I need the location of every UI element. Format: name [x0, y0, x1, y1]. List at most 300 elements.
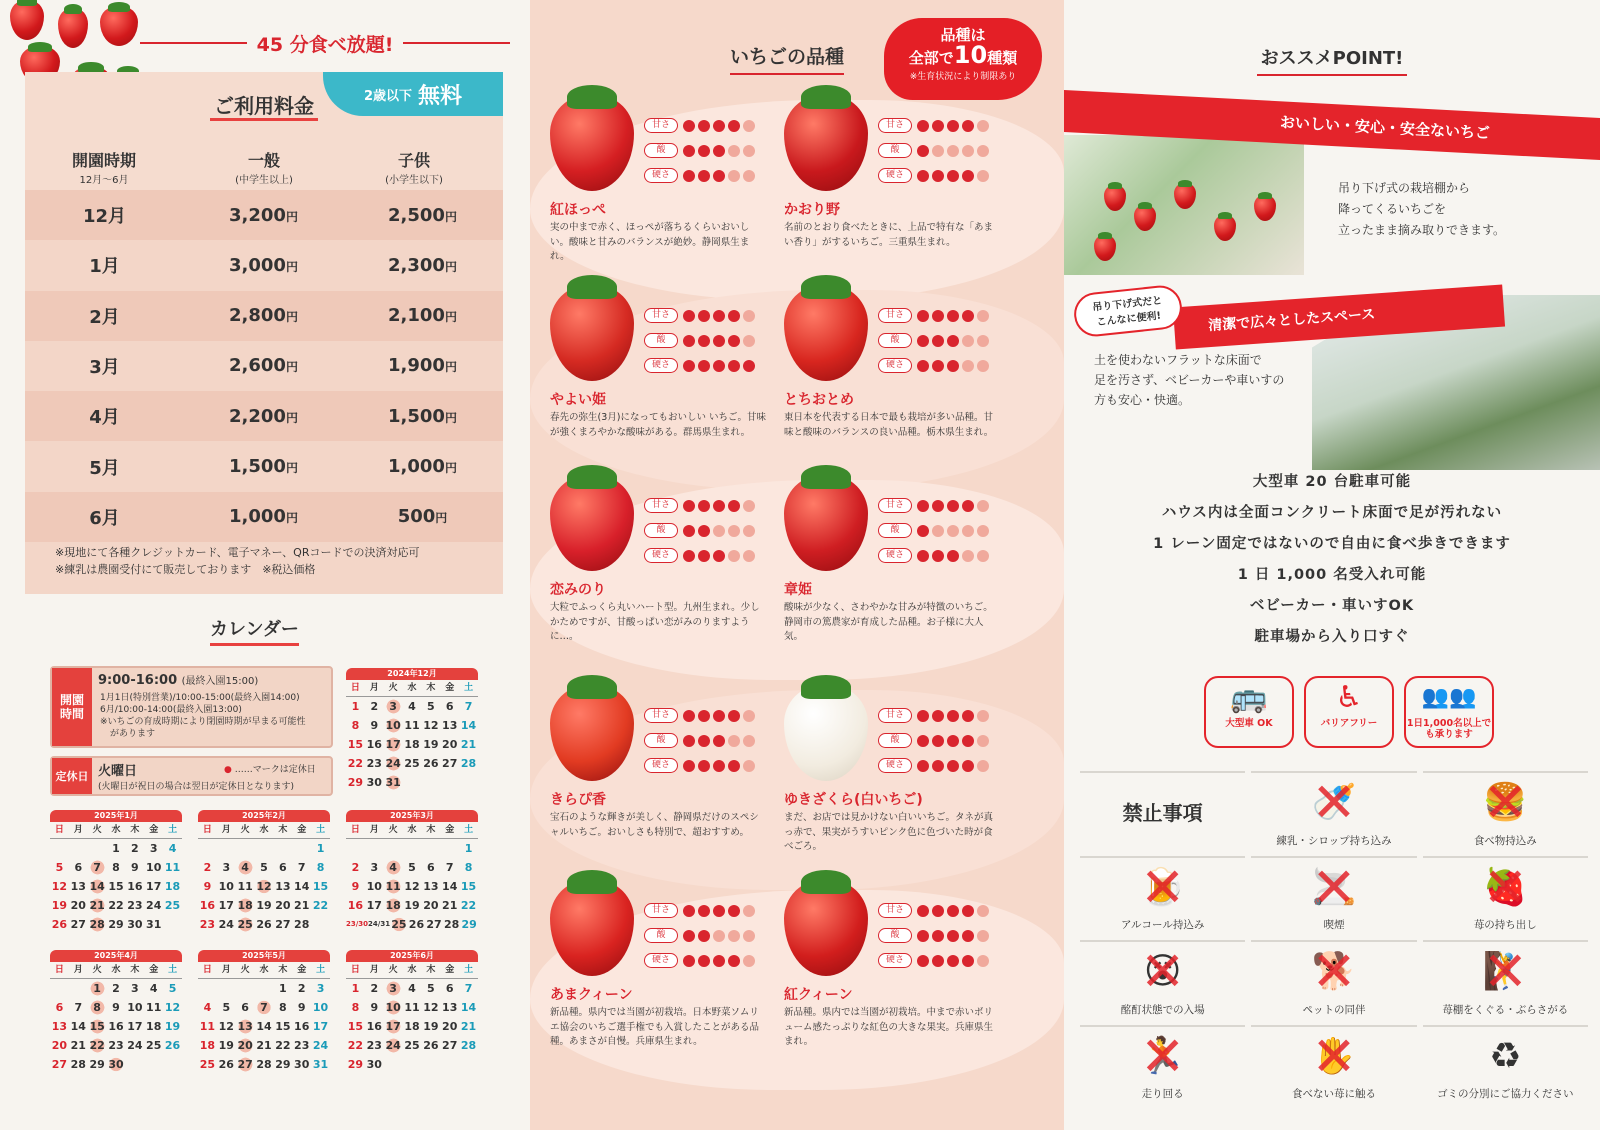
rating-row: [644, 543, 755, 568]
calendar-day: 18: [404, 1020, 420, 1033]
rating-dot: [698, 710, 710, 722]
fee-month: 6月: [89, 507, 120, 529]
calendar-day: 17: [384, 735, 403, 754]
rating-dot: [947, 735, 959, 747]
calendar-day: 6: [427, 861, 435, 874]
prohibited-label: 練乳・シロップ持ち込み: [1276, 834, 1392, 847]
calendar-day: 31: [384, 773, 403, 792]
calendar-day: 21: [460, 1020, 477, 1033]
calendar-day: 26: [164, 1039, 181, 1052]
safe-strawberry-band: おいしい・安心・安全ないちご: [1064, 90, 1600, 160]
calendar-day: 26: [423, 757, 439, 770]
week-row: [198, 1017, 330, 1036]
weekday-label: 日: [54, 965, 64, 975]
prohibited-item: [1080, 856, 1245, 935]
fee-row: [25, 190, 503, 240]
rating-dot: [743, 550, 755, 562]
calendar-day: [440, 1055, 459, 1074]
rating-dot: [917, 360, 929, 372]
rating-dot: [962, 500, 974, 512]
calendar-day: [384, 1055, 403, 1074]
variety-card: [530, 95, 766, 290]
calendar-day: 4: [168, 842, 177, 855]
variety-count-badge: 品種は 全部で10種類 ※生育状況により制限あり: [884, 18, 1042, 100]
rating-dot: [917, 905, 929, 917]
calendar-day: [198, 979, 217, 998]
week-row: [346, 773, 478, 792]
calendar-day: [421, 773, 440, 792]
fee-notes: ※現地にて各種クレジットカード、電子マネー、QRコードでの決済対応可 ※練乳は農園受付にて販売しております ※税込価格: [55, 546, 420, 576]
prohibited-icon: 🍓 ✕: [1423, 858, 1588, 918]
rating-row: [878, 518, 989, 543]
calendar-day: 23: [366, 757, 382, 770]
rating-dot: [713, 710, 725, 722]
weekday-label: 日: [202, 965, 212, 975]
week-row: [50, 839, 182, 858]
calendar-day: 30: [107, 1055, 126, 1074]
calendar-day: 16: [199, 899, 216, 912]
prohibited-icon: 🍺 ✕: [1080, 858, 1245, 918]
calendar-day: 6: [445, 982, 454, 995]
calendar-day: 18: [404, 738, 420, 751]
calendar-day: 15: [108, 880, 124, 893]
rating-dot: [932, 525, 944, 537]
calendar-day: 24: [127, 1039, 143, 1052]
calendar-day: 15: [347, 1020, 364, 1033]
weekday-label: 火: [388, 825, 398, 835]
variety-desc: 東日本を代表する日本で最も栽培が多い品種。甘味と酸味のバランスの良い品種。栃木県生まれ。: [784, 412, 994, 438]
calendar-day: 15: [275, 1020, 291, 1033]
rating-row: [878, 328, 989, 353]
rating-dot: [962, 310, 974, 322]
calendar-day: 18: [384, 896, 403, 915]
calendar-day: 28: [460, 757, 477, 770]
calendar-day: 31: [146, 918, 162, 931]
weekday-label: 火: [92, 965, 102, 975]
rating-row: [878, 543, 989, 568]
rating-dot: [977, 310, 989, 322]
calendar-day: 26: [423, 1039, 439, 1052]
calendar-day: 30: [366, 776, 382, 789]
floor-text: 土を使わないフラットな床面で 足を汚さず、ベビーカーや車いすの 方も安心・快適。: [1094, 353, 1285, 407]
rating-dot: [683, 145, 695, 157]
variety-ratings: [644, 493, 755, 568]
calendar-day: 28: [460, 1039, 477, 1052]
calendar-day: [346, 839, 365, 858]
calendar-day: 10: [312, 1001, 329, 1014]
rating-dot: [698, 145, 710, 157]
calendar-day: 28: [294, 918, 310, 931]
calendar-day: 25: [404, 757, 420, 770]
rating-dot: [713, 335, 725, 347]
week-row: [198, 1055, 330, 1074]
weekday-row: [346, 822, 478, 839]
rating-label: 甘さ: [878, 708, 912, 723]
rating-dot: [917, 525, 929, 537]
weekday-row: [198, 962, 330, 979]
calendar-day: 14: [294, 880, 310, 893]
prohibited-item: [1251, 940, 1416, 1019]
calendar-day: 25: [390, 915, 408, 934]
variety-desc: 春先の弥生(3月)になってもおいしい いちご。甘味が強くまろやかな酸味がある。群馬県生まれ。: [550, 412, 766, 438]
weekday-label: 火: [92, 825, 102, 835]
rating-dot: [683, 360, 695, 372]
strawberry-decoration: [58, 8, 88, 48]
variety-name: 紅ほっぺ: [550, 202, 606, 218]
rating-dot: [917, 735, 929, 747]
calendar-day: 19: [51, 899, 68, 912]
weekday-label: 火: [388, 965, 398, 975]
hours-label: 開園 時間: [52, 668, 92, 746]
week-row: [346, 735, 478, 754]
rating-dot: [713, 930, 725, 942]
calendar-day: 22: [275, 1039, 291, 1052]
prohibited-icon: 🧗 ✕: [1423, 942, 1588, 1002]
weekday-label: 土: [168, 825, 178, 835]
calendar-day: 5: [55, 861, 64, 874]
prohibited-item: [1423, 771, 1588, 850]
feature-line: 駐車場から入り口すぐ: [1254, 629, 1410, 645]
col-child: 子供 (小学生以下): [385, 151, 443, 186]
calendar-day: 5: [260, 861, 268, 874]
calendar-day: 19: [423, 1020, 439, 1033]
weekday-label: 水: [259, 965, 269, 975]
calendar-day: [459, 1055, 478, 1074]
rating-dot: [698, 735, 710, 747]
rating-dot: [932, 500, 944, 512]
weekday-row: [50, 962, 182, 979]
calendar-day: 6: [55, 1001, 64, 1014]
rating-row: [644, 703, 755, 728]
month-title: 2025年2月: [198, 810, 330, 822]
rating-label: 甘さ: [644, 708, 678, 723]
group-badge: 👥👥 1日1,000名以上でも承ります: [1404, 676, 1494, 748]
variety-card: [764, 685, 1000, 880]
calendar-day: 10: [384, 998, 403, 1017]
calendar-day: [403, 773, 422, 792]
weekday-label: 土: [464, 825, 474, 835]
rating-row: [644, 948, 755, 973]
calendar-day: 27: [426, 918, 442, 931]
rating-dot: [947, 930, 959, 942]
calendar-day: 21: [442, 899, 458, 912]
hours-notes: 1月1日(特別営業)/10:00-15:00(最終入園14:00) 6月/10:00-14:00(最終入園13:00) ※いちごの育成時期により閉園時期が早まる可能性 があります: [100, 693, 306, 739]
calendar-day: [440, 839, 459, 858]
weekday-label: 月: [73, 965, 83, 975]
calendar-day: 11: [404, 1001, 420, 1014]
rating-label: 甘さ: [644, 118, 678, 133]
calendar-day: 28: [256, 1058, 272, 1071]
rating-dot: [713, 145, 725, 157]
rating-dot: [743, 930, 755, 942]
calendar-day: [217, 839, 236, 858]
calendar-day: 8: [112, 861, 120, 874]
variety-ratings: [878, 898, 989, 973]
calendar-day: [236, 839, 255, 858]
calendar-day: 15: [88, 1017, 107, 1036]
week-row: [346, 1036, 478, 1055]
rating-row: [878, 948, 989, 973]
rating-dot: [743, 525, 755, 537]
calendar-day: [421, 1055, 440, 1074]
calendar-day: 13: [275, 880, 291, 893]
rating-label: 甘さ: [644, 308, 678, 323]
rating-dot: [947, 335, 959, 347]
calendar-day: 16: [127, 880, 143, 893]
calendar-day: 18: [236, 896, 255, 915]
rating-dot: [713, 500, 725, 512]
weekday-label: 火: [240, 965, 250, 975]
rating-dot: [728, 360, 740, 372]
calendar-day: [144, 1055, 163, 1074]
weekday-label: 日: [350, 683, 360, 693]
rating-dot: [917, 120, 929, 132]
month-calendar: [50, 950, 182, 1074]
fee-general: 1,500円: [229, 456, 298, 477]
variety-name: 章姫: [784, 582, 812, 598]
rating-dot: [728, 525, 740, 537]
rating-label: 酸: [878, 523, 912, 538]
calendar-day: 13: [236, 1017, 255, 1036]
calendar-day: [311, 915, 330, 934]
calendar-day: 2: [203, 861, 212, 874]
prohibited-icon: 🐕 ✕: [1251, 942, 1416, 1002]
week-row: [198, 839, 330, 858]
fee-general: 1,000円: [229, 506, 298, 528]
rating-dot: [683, 310, 695, 322]
prohibited-grid: [1080, 771, 1588, 1103]
calendar-day: 10: [384, 716, 403, 735]
weekday-label: 木: [426, 683, 436, 693]
rating-dot: [683, 905, 695, 917]
prohibited-label: 苺の持ち出し: [1473, 919, 1537, 931]
calendar-day: 24/31: [368, 920, 391, 928]
fee-row: [25, 291, 503, 341]
calendar-day: 28: [443, 918, 460, 931]
rating-row: [878, 923, 989, 948]
rating-dot: [947, 550, 959, 562]
weekday-label: 木: [130, 825, 140, 835]
rating-dot: [947, 955, 959, 967]
closed-main: 火曜日: [98, 764, 138, 779]
calendar-day: 5: [427, 982, 435, 995]
calendar-day: 6: [445, 700, 454, 713]
weekday-label: 木: [278, 965, 288, 975]
variety-desc: 大粒でふっくら丸いハート型。九州生まれ。少しかためですが、甘酸っぱい恋がみのりますように…。: [550, 602, 760, 642]
rating-row: [878, 113, 989, 138]
rating-dot: [977, 710, 989, 722]
rating-dot: [743, 360, 755, 372]
calendar-day: 29: [275, 1058, 291, 1071]
rating-row: [644, 753, 755, 778]
barrier-free-badge: ♿ バリアフリー: [1304, 676, 1394, 748]
fee-month: 4月: [89, 407, 120, 429]
weekday-row: [346, 680, 478, 697]
all-you-can-eat-heading: 45 分食べ放題!: [140, 28, 510, 58]
rating-dot: [683, 710, 695, 722]
calendar-day: 13: [442, 719, 458, 732]
week-row: [346, 979, 478, 998]
calendar-day: 11: [164, 861, 181, 874]
calendar-day: 5: [408, 861, 416, 874]
rating-dot: [917, 955, 929, 967]
variety-desc: 宝石のような輝きが美しく、静岡県だけのスペシャルいちご。おいしさも特別で、超おすすめ。: [550, 812, 759, 838]
calendar-day: 7: [464, 700, 473, 713]
calendar-day: 23: [127, 899, 143, 912]
rating-dot: [932, 955, 944, 967]
points-panel: [1064, 0, 1600, 1130]
calendar-day: 26: [218, 1058, 234, 1071]
prohibited-icon: 🍼 ✕: [1251, 773, 1416, 833]
rating-dot: [728, 735, 740, 747]
calendar-day: 10: [366, 880, 382, 893]
calendar-day: 20: [442, 1020, 458, 1033]
calendar-day: 1: [351, 982, 360, 995]
rating-dot: [932, 310, 944, 322]
rating-row: [878, 493, 989, 518]
rating-dot: [962, 735, 974, 747]
calendar-day: 22: [108, 899, 124, 912]
calendar-day: 25: [146, 1039, 162, 1052]
clean-space-band: 清潔で広々としたスペース: [1173, 285, 1505, 350]
calendar-day: 9: [370, 1001, 379, 1014]
variety-name: かおり野: [784, 202, 840, 218]
calendar-day: 16: [294, 1020, 310, 1033]
col-general: 一般 (中学生以上): [235, 151, 293, 186]
hanging-shelf-photo: [1064, 135, 1304, 275]
opening-hours: [50, 666, 333, 748]
prohibited-item: [1423, 1025, 1588, 1104]
calendar-day: 13: [423, 880, 439, 893]
week-row: [50, 858, 182, 877]
calendar-day: 21: [256, 1039, 272, 1052]
rating-dot: [917, 500, 929, 512]
rating-label: 甘さ: [878, 118, 912, 133]
calendar-day: 1: [112, 842, 120, 855]
closed-sub: (火曜日が祝日の場合は翌日が定休日となります): [98, 782, 295, 792]
rating-dot: [683, 760, 695, 772]
week-row: [198, 915, 330, 934]
rating-label: 硬さ: [644, 758, 678, 773]
rating-row: [878, 138, 989, 163]
feature-line: ハウス内は全面コンクリート床面で足が汚れない: [1161, 505, 1503, 521]
rating-dot: [743, 310, 755, 322]
calendar-day: 26: [256, 918, 272, 931]
month-title: 2025年5月: [198, 950, 330, 962]
calendar-day: 16: [366, 738, 382, 751]
calendar-day: 3: [131, 982, 139, 995]
variety-desc: 酸味が少なく、さわやかな甘みが特徴のいちご。静岡市の篤農家が育成した品種。お子様に大人気。: [784, 602, 993, 642]
rating-label: 酸: [644, 928, 678, 943]
rating-dot: [917, 760, 929, 772]
week-row: [198, 877, 330, 896]
rating-dot: [932, 120, 944, 132]
closed-label: 定休日: [52, 758, 92, 794]
rating-dot: [947, 145, 959, 157]
strawberry-image: [550, 285, 634, 381]
rating-dot: [683, 525, 695, 537]
week-row: [198, 896, 330, 915]
strawberry-image: [550, 95, 634, 191]
prohibited-label: 食べない苺に触る: [1291, 1088, 1376, 1100]
calendar-day: 20: [70, 899, 86, 912]
rating-label: 酸: [878, 928, 912, 943]
calendar-day: [255, 839, 274, 858]
calendar-day: 3: [316, 982, 325, 995]
calendar-day: 9: [112, 1001, 120, 1014]
calendar-day: 25: [404, 1039, 420, 1052]
rating-dot: [713, 120, 725, 132]
calendar-day: 5: [168, 982, 177, 995]
rating-dot: [917, 930, 929, 942]
calendar-day: 12: [423, 1001, 439, 1014]
calendar-day: 24: [384, 754, 403, 773]
rating-label: 甘さ: [878, 308, 912, 323]
calendar-day: 21: [460, 738, 477, 751]
weekday-label: 金: [445, 683, 455, 693]
varieties-panel: [530, 0, 1064, 1130]
calendar-day: 21: [88, 896, 107, 915]
calendar-day: 16: [347, 899, 364, 912]
calendar-day: 9: [203, 880, 212, 893]
rating-row: [644, 353, 755, 378]
rating-dot: [728, 170, 740, 182]
calendar-day: 22: [347, 1039, 364, 1052]
rating-row: [644, 728, 755, 753]
calendar-day: 7: [255, 998, 274, 1017]
month-calendar: [50, 810, 182, 934]
rating-dot: [962, 170, 974, 182]
strawberry-image: [784, 475, 868, 571]
rating-dot: [947, 120, 959, 132]
prohibited-item: [1423, 856, 1588, 935]
calendar-day: 13: [70, 880, 86, 893]
week-row: [50, 877, 182, 896]
calendar-day: 19: [423, 738, 439, 751]
calendar-day: 2: [370, 982, 379, 995]
rating-dot: [683, 955, 695, 967]
variety-card: [764, 475, 1000, 670]
calendar-day: 6: [241, 1001, 249, 1014]
calendar-day: [365, 839, 384, 858]
rating-dot: [728, 120, 740, 132]
calendar-day: [421, 839, 440, 858]
calendar-day: 23: [199, 918, 216, 931]
calendar-day: 27: [236, 1055, 255, 1074]
hours-main: 9:00-16:00 (最終入園15:00): [98, 673, 259, 688]
rating-dot: [932, 735, 944, 747]
variety-desc: 新品種。県内では当園が初栽培。中まで赤いボリューム感たっぷりな紅色の大きな果実。兵庫県生まれ。: [784, 1007, 994, 1047]
calendar-day: 17: [312, 1020, 329, 1033]
rating-dot: [683, 500, 695, 512]
fee-child: 1,500円: [388, 405, 457, 427]
calendar-day: 3: [222, 861, 231, 874]
rating-label: 硬さ: [878, 758, 912, 773]
calendar-day: [69, 839, 88, 858]
calendar-day: 24: [218, 918, 234, 931]
prohibited-label: 酩酊状態での入場: [1120, 1003, 1205, 1016]
calendar-day: 23: [294, 1039, 310, 1052]
week-row: [346, 896, 478, 915]
calendar-day: 27: [275, 918, 291, 931]
rating-dot: [962, 955, 974, 967]
rating-dot: [713, 955, 725, 967]
calendar-day: [440, 773, 459, 792]
calendar-day: 20: [423, 899, 439, 912]
calendar-day: 22: [460, 899, 477, 912]
variety-card: [764, 285, 1000, 480]
variety-name: 恋みのり: [550, 582, 606, 598]
